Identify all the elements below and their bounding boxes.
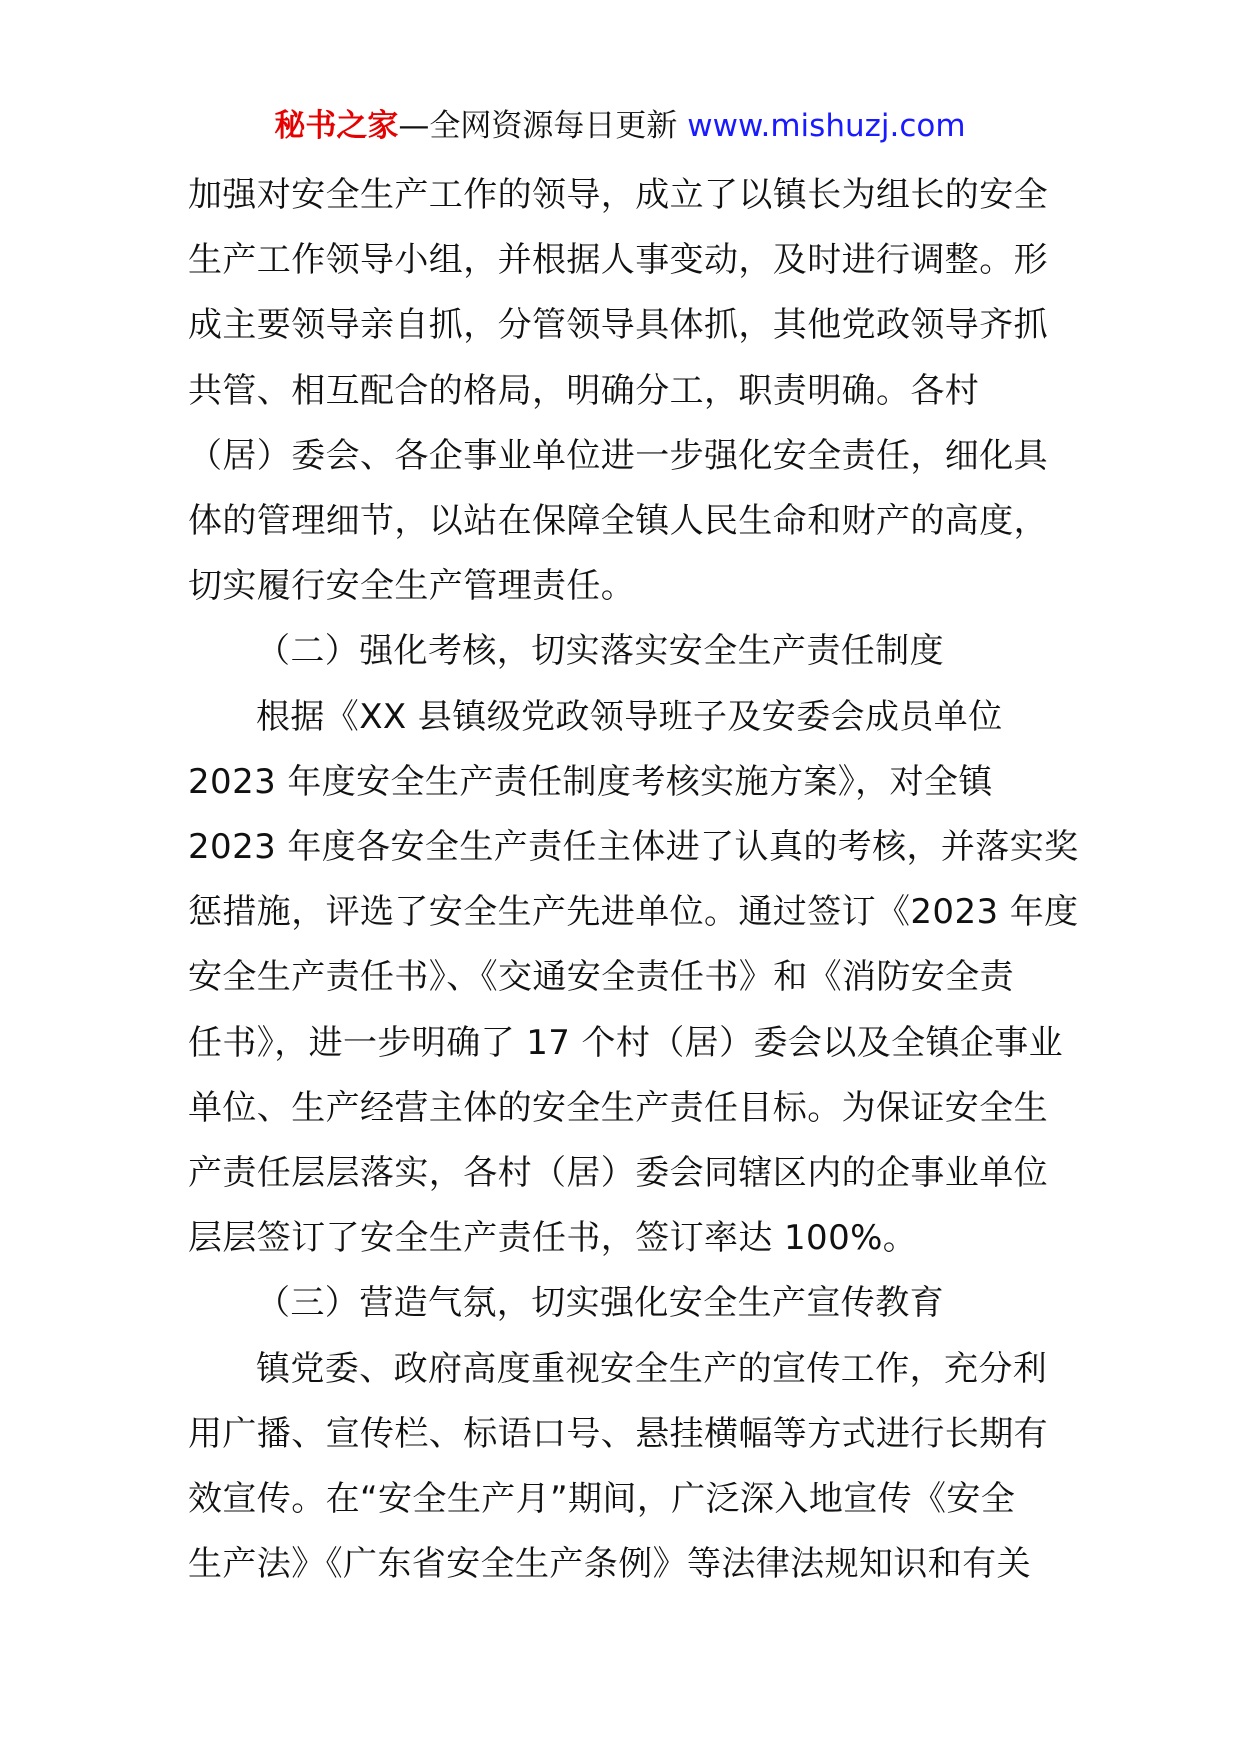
- body-line: 产责任层层落实，各村（居）委会同辖区内的企事业单位: [188, 1153, 1048, 1194]
- body-line: 成主要领导亲自抓，分管领导具体抓，其他党政领导齐抓: [188, 305, 1048, 346]
- body-line: 根据《XX 县镇级党政领导班子及安委会成员单位: [256, 696, 1003, 737]
- header-brand: 秘书之家: [274, 108, 399, 144]
- body-line: 任书》，进一步明确了 17 个村（居）委会以及全镇企事业: [188, 1022, 1064, 1063]
- body-line: 层层签订了安全生产责任书，签订率达 100%。: [188, 1218, 918, 1259]
- body-line: 生产工作领导小组，并根据人事变动，及时进行调整。形: [188, 240, 1048, 281]
- body-line: 惩措施，评选了安全生产先进单位。通过签订《2023 年度: [188, 892, 1079, 933]
- body-line: 2023 年度各安全生产责任主体进了认真的考核，并落实奖: [188, 827, 1079, 868]
- document-body: [188, 163, 1079, 1597]
- body-line: 生产法》《广东省安全生产条例》等法律法规知识和有关: [188, 1544, 1031, 1585]
- body-line: 体的管理细节，以站在保障全镇人民生命和财产的高度，: [188, 501, 1048, 542]
- header-slogan: —全网资源每日更新: [398, 108, 678, 144]
- body-line: 切实履行安全生产管理责任。: [188, 566, 636, 607]
- body-line: 效宣传。在“安全生产月”期间，广泛深入地宣传《安全: [188, 1479, 1016, 1520]
- body-line: 镇党委、政府高度重视安全生产的宣传工作，充分利: [256, 1348, 1048, 1389]
- page-header: [0, 104, 1240, 148]
- header-site-link[interactable]: www.mishuzj.com: [687, 108, 966, 144]
- body-line: 共管、相互配合的格局，明确分工，职责明确。各村: [188, 370, 980, 411]
- body-line: （居）委会、各企事业单位进一步强化安全责任，细化具: [188, 435, 1048, 476]
- section-heading-2: （二）强化考核，切实落实安全生产责任制度: [256, 631, 944, 672]
- body-line: 2023 年度安全生产责任制度考核实施方案》，对全镇: [188, 761, 993, 802]
- body-line: 单位、生产经营主体的安全生产责任目标。为保证安全生: [188, 1087, 1048, 1128]
- body-line: 加强对安全生产工作的领导，成立了以镇长为组长的安全: [188, 175, 1048, 215]
- section-heading-3: （三）营造气氛，切实强化安全生产宣传教育: [256, 1283, 944, 1324]
- body-line: 用广播、宣传栏、标语口号、悬挂横幅等方式进行长期有: [188, 1413, 1048, 1454]
- body-line: 安全生产责任书》、《交通安全责任书》和《消防安全责: [188, 957, 1014, 998]
